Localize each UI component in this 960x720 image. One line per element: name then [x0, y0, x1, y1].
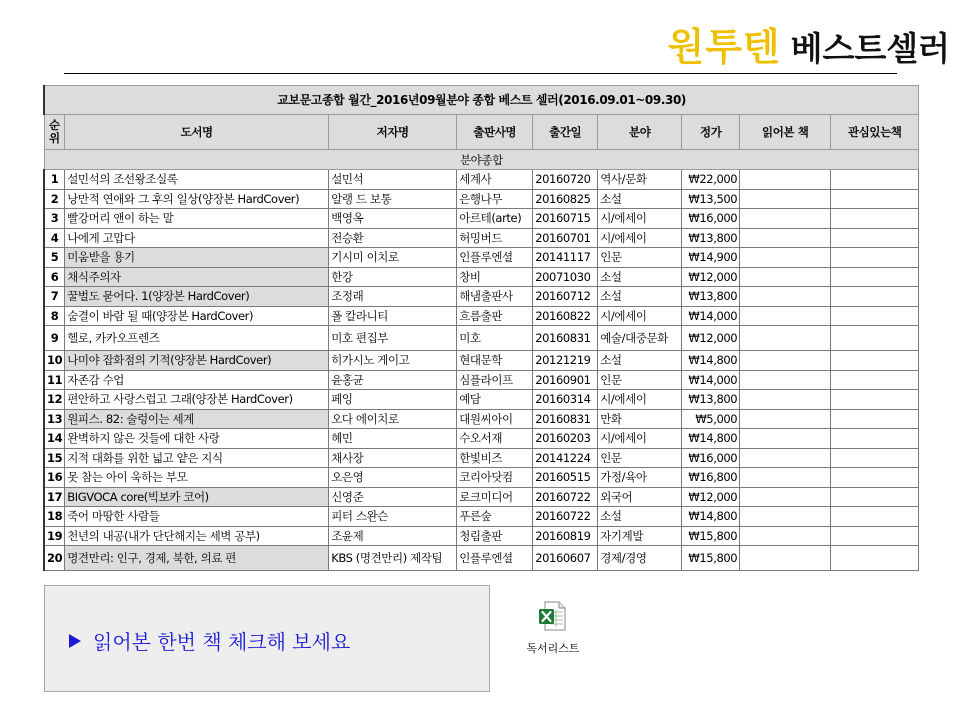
cell-genre: 시/에세이	[598, 429, 682, 449]
cell-author: 오다 에이치로	[329, 409, 457, 429]
col-header-title: 도서명	[65, 115, 329, 150]
cell-author: 조정래	[329, 287, 457, 307]
col-header-interest: 관심있는책	[831, 115, 919, 150]
cell-read[interactable]	[740, 267, 831, 287]
table-row	[44, 326, 919, 351]
cell-read[interactable]	[740, 189, 831, 209]
col-header-date: 출간일	[533, 115, 598, 150]
cell-title: 설민석의 조선왕조실록	[65, 170, 329, 190]
cell-author: 채사장	[329, 448, 457, 468]
cell-publisher: 로크미디어	[457, 487, 533, 507]
cell-read[interactable]	[740, 526, 831, 546]
cell-publisher: 은행나무	[457, 189, 533, 209]
table-row	[44, 248, 919, 268]
cell-date: 20160825	[533, 189, 598, 209]
cell-author: 폴 칼라니티	[329, 306, 457, 326]
col-header-rank: 순위	[44, 115, 65, 150]
cell-price: ₩5,000	[682, 409, 740, 429]
cell-title: 미움받을 용기	[65, 248, 329, 268]
cell-read[interactable]	[740, 287, 831, 307]
cell-author: 알랭 드 보통	[329, 189, 457, 209]
cell-rank: 11	[44, 370, 65, 390]
cell-publisher: 코리아닷컴	[457, 468, 533, 488]
cell-date: 20160607	[533, 546, 598, 571]
cell-title: 빨강머리 앤이 하는 말	[65, 209, 329, 229]
cell-price: ₩14,800	[682, 429, 740, 449]
cell-rank: 6	[44, 267, 65, 287]
cell-read[interactable]	[740, 546, 831, 571]
table-row	[44, 526, 919, 546]
cell-read[interactable]	[740, 326, 831, 351]
cell-author: 조윤제	[329, 526, 457, 546]
cell-read[interactable]	[740, 448, 831, 468]
cell-publisher: 인플루엔셜	[457, 248, 533, 268]
table-caption: 교보문고종합 월간_2016년09월분야 종합 베스트 셀러(2016.09.01~09.30)	[44, 86, 919, 115]
table-row	[44, 189, 919, 209]
cell-price: ₩12,000	[682, 326, 740, 351]
cell-author: 전승환	[329, 228, 457, 248]
cell-read[interactable]	[740, 170, 831, 190]
cell-interest[interactable]	[831, 351, 919, 371]
cell-genre: 예술/대중문화	[598, 326, 682, 351]
cell-publisher: 청림출판	[457, 526, 533, 546]
cell-interest[interactable]	[831, 507, 919, 527]
cell-genre: 시/에세이	[598, 228, 682, 248]
cell-author: 신영준	[329, 487, 457, 507]
col-header-genre: 분야	[598, 115, 682, 150]
info-text: 읽어본 한번 책 체크해 보세요	[93, 630, 351, 654]
cell-date: 20141224	[533, 448, 598, 468]
cell-read[interactable]	[740, 370, 831, 390]
cell-rank: 18	[44, 507, 65, 527]
excel-file-icon[interactable]	[537, 600, 569, 636]
cell-rank: 8	[44, 306, 65, 326]
cell-rank: 17	[44, 487, 65, 507]
cell-rank: 16	[44, 468, 65, 488]
cell-publisher: 세계사	[457, 170, 533, 190]
cell-title: 나미야 잡화점의 기적(양장본 HardCover)	[65, 351, 329, 371]
cell-genre: 시/에세이	[598, 390, 682, 410]
cell-title: 낭만적 연애와 그 후의 일상(양장본 HardCover)	[65, 189, 329, 209]
cell-rank: 3	[44, 209, 65, 229]
cell-rank: 7	[44, 287, 65, 307]
cell-rank: 5	[44, 248, 65, 268]
cell-date: 20160722	[533, 507, 598, 527]
cell-title: 나에게 고맙다	[65, 228, 329, 248]
cell-interest[interactable]	[831, 209, 919, 229]
cell-genre: 소설	[598, 507, 682, 527]
cell-rank: 20	[44, 546, 65, 571]
cell-read[interactable]	[740, 306, 831, 326]
cell-price: ₩15,800	[682, 526, 740, 546]
table-row	[44, 546, 919, 571]
cell-title: 헬로, 카카오프렌즈	[65, 326, 329, 351]
cell-read[interactable]	[740, 228, 831, 248]
cell-date: 20160515	[533, 468, 598, 488]
cell-rank: 13	[44, 409, 65, 429]
cell-title: 명견만리: 인구, 경제, 북한, 의료 편	[65, 546, 329, 571]
table-row	[44, 170, 919, 190]
cell-date: 20121219	[533, 351, 598, 371]
cell-date: 20160819	[533, 526, 598, 546]
cell-title: 완벽하지 않은 것들에 대한 사랑	[65, 429, 329, 449]
cell-publisher: 창비	[457, 267, 533, 287]
cell-interest[interactable]	[831, 189, 919, 209]
cell-author: 미호 편집부	[329, 326, 457, 351]
cell-date: 20160831	[533, 326, 598, 351]
cell-read[interactable]	[740, 409, 831, 429]
play-triangle-icon	[69, 634, 81, 648]
cell-author: 히가시노 게이고	[329, 351, 457, 371]
cell-read[interactable]	[740, 487, 831, 507]
cell-publisher: 대원씨아이	[457, 409, 533, 429]
table-row	[44, 370, 919, 390]
cell-interest[interactable]	[831, 306, 919, 326]
title-divider	[64, 73, 897, 74]
cell-genre: 소설	[598, 267, 682, 287]
cell-interest[interactable]	[831, 468, 919, 488]
cell-title: 죽어 마땅한 사람들	[65, 507, 329, 527]
table-row	[44, 287, 919, 307]
cell-price: ₩22,000	[682, 170, 740, 190]
cell-author: 기시미 이치로	[329, 248, 457, 268]
cell-price: ₩12,000	[682, 487, 740, 507]
col-header-price: 정가	[682, 115, 740, 150]
cell-read[interactable]	[740, 209, 831, 229]
cell-genre: 외국어	[598, 487, 682, 507]
cell-price: ₩13,800	[682, 228, 740, 248]
cell-title: 천년의 내공(내가 단단해지는 세벽 공부)	[65, 526, 329, 546]
cell-author: 오은영	[329, 468, 457, 488]
cell-interest[interactable]	[831, 409, 919, 429]
file-label[interactable]: 독서리스트	[526, 642, 580, 655]
cell-genre: 인문	[598, 370, 682, 390]
cell-rank: 10	[44, 351, 65, 371]
cell-publisher: 흐름출판	[457, 306, 533, 326]
cell-date: 20160712	[533, 287, 598, 307]
cell-genre: 소설	[598, 189, 682, 209]
cell-price: ₩14,000	[682, 370, 740, 390]
table-row	[44, 228, 919, 248]
cell-author: 페잉	[329, 390, 457, 410]
cell-genre: 소설	[598, 351, 682, 371]
cell-rank: 4	[44, 228, 65, 248]
cell-title: 편안하고 사랑스럽고 그래(양장본 HardCover)	[65, 390, 329, 410]
cell-author: KBS (명견만리) 제작팀	[329, 546, 457, 571]
cell-genre: 만화	[598, 409, 682, 429]
section-row: 분야종합	[44, 150, 919, 170]
reading-list-file[interactable]	[517, 600, 589, 656]
cell-genre: 가정/육아	[598, 468, 682, 488]
cell-interest[interactable]	[831, 267, 919, 287]
cell-title: 꿀벌도 묻어다. 1(양장본 HardCover)	[65, 287, 329, 307]
cell-publisher: 미호	[457, 326, 533, 351]
cell-interest[interactable]	[831, 287, 919, 307]
cell-interest[interactable]	[831, 370, 919, 390]
cell-publisher: 수오서재	[457, 429, 533, 449]
cell-price: ₩16,800	[682, 468, 740, 488]
cell-publisher: 허밍버드	[457, 228, 533, 248]
cell-price: ₩14,800	[682, 351, 740, 371]
info-message	[69, 626, 350, 655]
cell-publisher: 예담	[457, 390, 533, 410]
cell-genre: 인문	[598, 248, 682, 268]
col-header-publisher: 출판사명	[457, 115, 533, 150]
table-row	[44, 209, 919, 229]
table-row	[44, 507, 919, 527]
cell-title: 채식주의자	[65, 267, 329, 287]
table-row	[44, 429, 919, 449]
cell-author: 백영옥	[329, 209, 457, 229]
cell-interest[interactable]	[831, 487, 919, 507]
cell-price: ₩16,000	[682, 209, 740, 229]
cell-interest[interactable]	[831, 228, 919, 248]
cell-date: 20160314	[533, 390, 598, 410]
cell-price: ₩14,000	[682, 306, 740, 326]
cell-interest[interactable]	[831, 429, 919, 449]
cell-price: ₩13,500	[682, 189, 740, 209]
cell-publisher: 해냄출판사	[457, 287, 533, 307]
table-row	[44, 267, 919, 287]
cell-publisher: 푸른숲	[457, 507, 533, 527]
cell-interest[interactable]	[831, 170, 919, 190]
col-header-read: 읽어본 책	[740, 115, 831, 150]
cell-read[interactable]	[740, 351, 831, 371]
col-header-author: 저자명	[329, 115, 457, 150]
cell-price: ₩14,900	[682, 248, 740, 268]
cell-read[interactable]	[740, 248, 831, 268]
cell-price: ₩12,000	[682, 267, 740, 287]
cell-date: 20160715	[533, 209, 598, 229]
cell-date: 20160720	[533, 170, 598, 190]
cell-price: ₩13,800	[682, 390, 740, 410]
brand-title: 원투텐	[667, 25, 781, 69]
cell-title: 못 참는 아이 욱하는 부모	[65, 468, 329, 488]
table-row	[44, 306, 919, 326]
cell-publisher: 한빛비즈	[457, 448, 533, 468]
cell-read[interactable]	[740, 390, 831, 410]
cell-author: 설민석	[329, 170, 457, 190]
cell-genre: 시/에세이	[598, 306, 682, 326]
cell-date: 20141117	[533, 248, 598, 268]
cell-publisher: 현대문학	[457, 351, 533, 371]
cell-interest[interactable]	[831, 390, 919, 410]
cell-price: ₩15,800	[682, 546, 740, 571]
cell-interest[interactable]	[831, 448, 919, 468]
cell-genre: 시/에세이	[598, 209, 682, 229]
cell-rank: 1	[44, 170, 65, 190]
cell-title: 자존감 수업	[65, 370, 329, 390]
cell-date: 20160831	[533, 409, 598, 429]
cell-genre: 인문	[598, 448, 682, 468]
cell-interest[interactable]	[831, 546, 919, 571]
cell-title: BIGVOCA core(빅보카 코어)	[65, 487, 329, 507]
cell-publisher: 심플라이프	[457, 370, 533, 390]
cell-interest[interactable]	[831, 248, 919, 268]
cell-rank: 2	[44, 189, 65, 209]
cell-author: 피터 스완슨	[329, 507, 457, 527]
cell-read[interactable]	[740, 507, 831, 527]
cell-author: 혜민	[329, 429, 457, 449]
cell-date: 20160822	[533, 306, 598, 326]
cell-price: ₩14,800	[682, 507, 740, 527]
cell-date: 20160901	[533, 370, 598, 390]
cell-rank: 9	[44, 326, 65, 351]
cell-rank: 15	[44, 448, 65, 468]
cell-title: 지적 대화를 위한 넓고 얕은 지식	[65, 448, 329, 468]
cell-price: ₩16,000	[682, 448, 740, 468]
cell-author: 한강	[329, 267, 457, 287]
info-box	[44, 585, 490, 692]
page-title	[667, 16, 950, 69]
cell-read[interactable]	[740, 429, 831, 449]
table-row	[44, 409, 919, 429]
cell-genre: 소설	[598, 287, 682, 307]
cell-date: 20160701	[533, 228, 598, 248]
cell-read[interactable]	[740, 468, 831, 488]
cell-author: 윤홍균	[329, 370, 457, 390]
cell-rank: 12	[44, 390, 65, 410]
cell-date: 20160722	[533, 487, 598, 507]
subtitle: 베스트셀러	[790, 29, 950, 68]
cell-rank: 14	[44, 429, 65, 449]
table-row	[44, 390, 919, 410]
table-row	[44, 351, 919, 371]
cell-interest[interactable]	[831, 326, 919, 351]
table-row	[44, 487, 919, 507]
cell-title: 원피스. 82: 술렁이는 세계	[65, 409, 329, 429]
bestseller-table	[43, 85, 919, 571]
cell-publisher: 인플루엔셜	[457, 546, 533, 571]
cell-date: 20160203	[533, 429, 598, 449]
cell-genre: 경제/경영	[598, 546, 682, 571]
table-row	[44, 468, 919, 488]
cell-genre: 역사/문화	[598, 170, 682, 190]
cell-interest[interactable]	[831, 526, 919, 546]
cell-genre: 자기계발	[598, 526, 682, 546]
table-row	[44, 448, 919, 468]
cell-rank: 19	[44, 526, 65, 546]
table-header-row	[44, 115, 919, 150]
cell-title: 숨결이 바람 될 때(양장본 HardCover)	[65, 306, 329, 326]
cell-price: ₩13,800	[682, 287, 740, 307]
cell-date: 20071030	[533, 267, 598, 287]
cell-publisher: 아르테(arte)	[457, 209, 533, 229]
